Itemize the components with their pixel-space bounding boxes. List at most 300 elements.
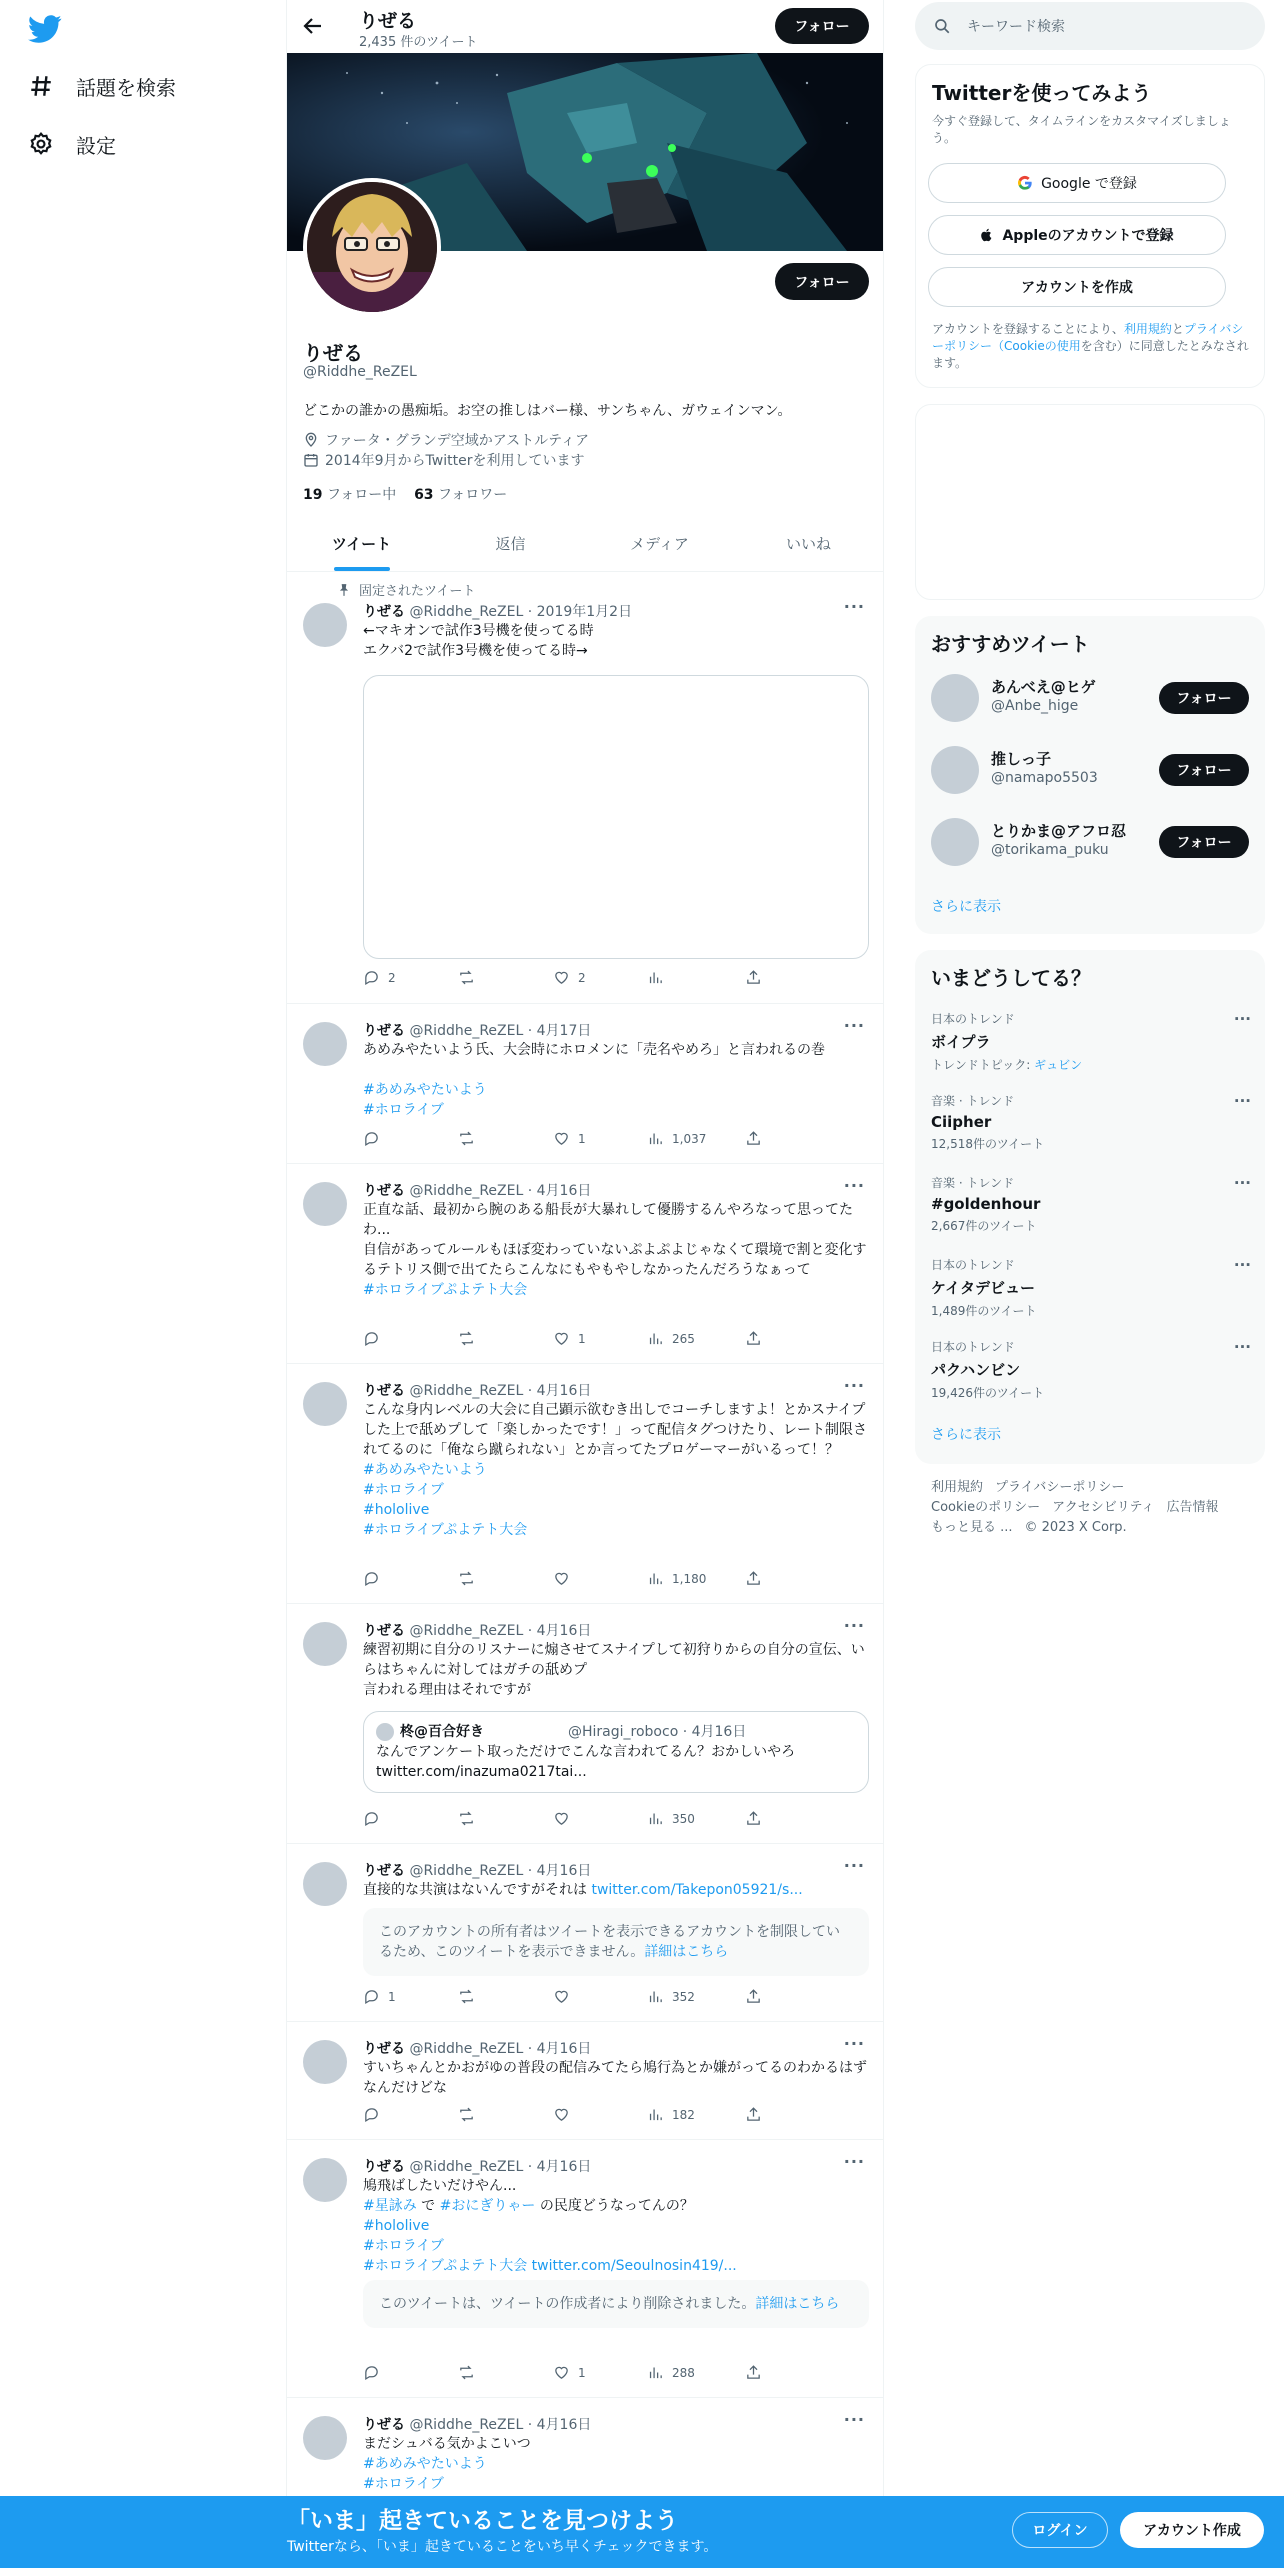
profile-bio: どこかの誰かの愚痴垢。お空の推しはバー様、サンちゃん、ガウェインマン。 — [303, 403, 792, 419]
more-options-icon[interactable]: ··· — [843, 597, 865, 616]
tweet-author-handle[interactable]: @Riddhe_ReZEL — [405, 1623, 528, 1639]
tab-media[interactable]: メディア — [630, 535, 689, 553]
tweet-avatar[interactable] — [303, 1182, 347, 1226]
recommended-tweets-card — [915, 616, 1265, 934]
tweet-text-line — [363, 1460, 871, 1480]
like-button[interactable] — [553, 2106, 570, 2123]
tweet-text-line: すいちゃんとかおがゆの普段の配信みてたら鳩行為とか嫌がってるのわかるはずなんだけどな — [363, 2060, 867, 2096]
hashtag-link[interactable]: #あめみやたいよう — [363, 2456, 487, 2472]
tweet-text — [363, 2176, 871, 2276]
trend-meta: 2,667件のツイート — [931, 1219, 1037, 1233]
tweet-date[interactable]: · 4月16日 — [527, 1183, 592, 1199]
tab-tweets[interactable]: ツイート — [287, 516, 436, 571]
tweet-date[interactable]: · 4月17日 — [527, 1023, 592, 1039]
follow-button[interactable]: フォロー — [1159, 682, 1249, 714]
tweet-author-handle[interactable]: @Riddhe_ReZEL — [405, 604, 528, 620]
footer-link[interactable]: プライバシーポリシー — [995, 1480, 1125, 1495]
google-signup-label: Google で登録 — [1041, 176, 1137, 192]
reply-icon — [363, 2364, 380, 2381]
views-icon — [647, 969, 664, 986]
hashtag-link[interactable]: #hololive — [363, 2218, 430, 2234]
trend-item[interactable] — [931, 1338, 1251, 1401]
reply-button[interactable] — [363, 969, 396, 986]
nav-settings[interactable] — [28, 124, 116, 164]
empty-widget — [915, 404, 1265, 600]
calendar-icon — [303, 452, 319, 468]
trend-item[interactable] — [931, 1256, 1251, 1319]
twitter-logo-icon[interactable] — [28, 12, 62, 46]
trend-item[interactable] — [931, 1092, 1251, 1152]
like-button[interactable] — [553, 2364, 586, 2381]
retweet-button[interactable] — [458, 969, 475, 986]
tweet-actions — [363, 1330, 793, 1350]
profile-avatar[interactable] — [303, 178, 441, 316]
cookie-link[interactable]: （Cookieの使用 — [992, 339, 1081, 353]
tweet-date[interactable]: · 4月16日 — [527, 2417, 592, 2433]
retweet-icon — [458, 1988, 475, 2005]
tweet[interactable] — [287, 1004, 883, 1164]
trend-item[interactable] — [931, 1174, 1251, 1234]
tweet-avatar[interactable] — [303, 1022, 347, 1066]
search-box[interactable] — [915, 2, 1265, 50]
share-icon — [745, 1988, 762, 2005]
reply-icon — [363, 2106, 380, 2123]
tweet-avatar[interactable] — [303, 2416, 347, 2460]
reply-icon — [363, 1330, 380, 1347]
share-button[interactable] — [745, 1810, 762, 1827]
tweet-text-line: 言われる理由はそれですが — [363, 1682, 531, 1698]
share-button[interactable] — [745, 1570, 762, 1587]
google-logo-icon — [1017, 175, 1033, 191]
tweet-author-name[interactable]: りぜる — [363, 1623, 405, 1639]
signup-card — [915, 64, 1265, 388]
like-icon — [553, 1570, 570, 1587]
retweet-button[interactable] — [458, 1810, 475, 1827]
tweet-avatar[interactable] — [303, 1862, 347, 1906]
quoted-avatar — [376, 1723, 394, 1741]
recommended-user[interactable] — [931, 814, 1249, 870]
reply-icon — [363, 1130, 380, 1147]
tweet-header — [363, 2414, 591, 2434]
follow-button[interactable]: フォロー — [1159, 826, 1249, 858]
tweet-text-line: 直接的な共演はないんですがそれは twitter.com/Takepon05921/s... — [363, 1882, 803, 1898]
views-icon — [647, 1988, 664, 2005]
tweet[interactable] — [287, 1164, 883, 1364]
banner-subtitle: Twitterなら、「いま」起きていることをいち早くチェックできます。 — [287, 2539, 718, 2555]
reply-button[interactable] — [363, 2364, 380, 2381]
recommended-user[interactable] — [931, 670, 1249, 726]
hashtag-link[interactable]: #ホロライブ — [363, 2476, 444, 2492]
recommended-more-link[interactable]: さらに表示 — [931, 899, 1001, 915]
retweet-icon — [458, 1330, 475, 1347]
signup-subtitle: 今すぐ登録して、タイムラインをカスタマイズしましょう。 — [932, 114, 1231, 145]
hashtag-link[interactable]: #hololive — [363, 1502, 430, 1518]
tweet-text-line — [363, 1520, 871, 1540]
trend-item[interactable] — [931, 1010, 1251, 1073]
tweet-author-name[interactable]: りぜる — [363, 2159, 405, 2175]
signup-button[interactable]: アカウント作成 — [1120, 2512, 1264, 2548]
tweet[interactable] — [287, 2398, 883, 2508]
more-options-icon[interactable]: ··· — [843, 2034, 865, 2053]
tweet-text-line: 正直な話、最初から腕のある船長が大暴れして優勝するんやろなって思ってたわ... — [363, 1202, 853, 1238]
nav-explore-label: 話題を検索 — [76, 75, 176, 100]
hashtag-link[interactable]: #ホロライブぷよテト大会 — [363, 1282, 528, 1298]
quoted-link[interactable]: twitter.com/inazuma0217tai... — [376, 1764, 587, 1780]
tweet-text — [363, 1880, 871, 1900]
share-button[interactable] — [745, 1130, 762, 1147]
more-options-icon[interactable]: ··· — [1233, 1338, 1251, 1356]
tweet-text-line — [363, 1100, 871, 1120]
user-handle: @torikama_puku — [991, 842, 1109, 858]
left-nav — [0, 0, 286, 2568]
retweet-button[interactable] — [458, 2364, 475, 2381]
copyright: © 2023 X Corp. — [1024, 1520, 1127, 1535]
tweet-text-line: エクバ2で試作3号機を使ってる時→ — [363, 643, 588, 659]
footer-link[interactable]: 利用規約 — [931, 1480, 984, 1495]
tweet[interactable] — [287, 572, 883, 1004]
tweet-date[interactable]: · 4月16日 — [527, 1383, 592, 1399]
learn-more-link[interactable]: 詳細はこちら — [755, 2296, 840, 2312]
more-options-icon[interactable]: ··· — [843, 2152, 865, 2171]
reply-button[interactable] — [363, 1810, 380, 1827]
profile-column — [286, 0, 884, 2568]
reply-icon — [363, 969, 380, 986]
tweet-author-name[interactable]: りぜる — [363, 2417, 405, 2433]
reply-button[interactable] — [363, 1988, 396, 2005]
like-button[interactable] — [553, 1810, 570, 1827]
trend-category: 日本のトレンド — [931, 1012, 1015, 1026]
tweet-author-handle[interactable]: @Riddhe_ReZEL — [405, 1183, 528, 1199]
tab-replies[interactable]: 返信 — [495, 535, 526, 553]
trends-title: いまどうしてる？ — [931, 966, 1091, 990]
apple-logo-icon — [980, 227, 994, 243]
quoted-author-handle: @Hiragi_roboco · 4月16日 — [484, 1724, 747, 1740]
share-icon — [745, 1330, 762, 1347]
tweet-text-line: こんな身内レベルの大会に自己顕示欲むき出しでコーチしますよ！とかスナイプした上で舐めプして「楽しかったです！」って配信タグつけたり、レート制限されてるのに「俺なら蹴られない」とか言ってたプロゲーマーがいるって！？ — [363, 1402, 867, 1458]
views-button[interactable] — [647, 969, 664, 986]
trends-card — [915, 950, 1265, 1464]
nav-explore[interactable] — [28, 66, 176, 106]
like-icon — [553, 969, 570, 986]
header-profile-name: りぜる — [359, 10, 417, 32]
tweet-text-line — [363, 1080, 871, 1100]
tweet-author-handle[interactable]: @Riddhe_ReZEL — [405, 1023, 528, 1039]
share-icon — [745, 1130, 762, 1147]
hashtag-link[interactable]: #あめみやたいよう — [363, 1082, 487, 1098]
more-options-icon[interactable]: ··· — [843, 2410, 865, 2429]
like-button[interactable] — [553, 1988, 570, 2005]
profile-location-text: ファータ・グランデ空域かアストルティア — [325, 433, 590, 449]
reply-button[interactable] — [363, 1330, 380, 1347]
login-button[interactable]: ログイン — [1012, 2512, 1108, 2548]
tweet-author-name[interactable]: りぜる — [363, 1383, 405, 1399]
retweet-icon — [458, 1130, 475, 1147]
retweet-icon — [458, 969, 475, 986]
views-icon — [647, 1570, 664, 1587]
tweet[interactable] — [287, 1844, 883, 2022]
views-button[interactable] — [647, 1570, 706, 1587]
views-button[interactable] — [647, 2364, 695, 2381]
more-options-icon[interactable]: ··· — [843, 1016, 865, 1035]
user-handle: @Anbe_hige — [991, 698, 1079, 714]
reply-button[interactable] — [363, 1130, 380, 1147]
nav-settings-label: 設定 — [76, 133, 116, 158]
profile-follow-stats — [303, 484, 507, 504]
user-name: 推しっ子 — [991, 750, 1052, 768]
views-icon — [647, 1330, 664, 1347]
tweet[interactable] — [287, 1604, 883, 1844]
retweet-icon — [458, 1810, 475, 1827]
footer-link[interactable]: Cookieのポリシー — [931, 1500, 1041, 1515]
tweet-author-handle[interactable]: @Riddhe_ReZEL — [405, 2159, 528, 2175]
tweet-header — [363, 2038, 591, 2058]
like-icon — [553, 1330, 570, 1347]
views-count: 182 — [672, 2107, 695, 2122]
more-options-icon[interactable]: ··· — [1233, 1010, 1251, 1028]
like-count: 2 — [578, 970, 586, 985]
views-count: 1,037 — [672, 1131, 707, 1146]
retweet-icon — [458, 1570, 475, 1587]
share-icon — [745, 2106, 762, 2123]
tweet-actions — [363, 1810, 793, 1830]
trend-title: パクハンビン — [931, 1361, 1021, 1379]
unavailable-tweet-notice: このツイートは、ツイートの作成者により削除されました。詳細はこちら — [363, 2280, 869, 2328]
tweet-avatar[interactable] — [303, 1622, 347, 1666]
retweet-icon — [458, 2364, 475, 2381]
more-options-icon[interactable]: ··· — [843, 1616, 865, 1635]
tweet-text — [363, 2058, 871, 2098]
quoted-tweet-header — [376, 1722, 856, 1742]
tweet-author-name[interactable]: りぜる — [363, 604, 405, 620]
apple-signup-label: Appleのアカウントで登録 — [1002, 228, 1174, 244]
hashtag-link[interactable]: #ホロライブ — [363, 2238, 444, 2254]
tweet-date[interactable]: · 4月16日 — [527, 2041, 592, 2057]
like-button[interactable] — [553, 1130, 586, 1147]
tweet-text-line — [363, 2236, 871, 2256]
privacy-link[interactable]: プライバシーポリシー — [932, 322, 1244, 353]
tweet-text — [363, 1200, 871, 1300]
reply-count: 2 — [388, 970, 396, 985]
views-button[interactable] — [647, 1810, 695, 1827]
terms-link[interactable]: 利用規約 — [1123, 322, 1172, 336]
like-icon — [553, 2364, 570, 2381]
hashtag-link[interactable]: #おにぎりゃー — [439, 2198, 536, 2214]
like-button[interactable] — [553, 1330, 586, 1347]
more-options-icon[interactable]: ··· — [843, 1376, 865, 1395]
tweet-author-handle[interactable]: @Riddhe_ReZEL — [405, 1383, 528, 1399]
following-link[interactable]: 19 フォロー中 — [303, 487, 397, 503]
more-options-icon[interactable]: ··· — [1233, 1092, 1251, 1110]
views-icon — [647, 2106, 664, 2123]
views-count: 352 — [672, 1989, 695, 2004]
search-input[interactable]: キーワード検索 — [967, 19, 1065, 35]
user-avatar[interactable] — [931, 674, 979, 722]
hashtag-link[interactable]: #あめみやたいよう — [363, 1462, 487, 1478]
recommended-title: おすすめツイート — [931, 632, 1090, 656]
hashtag-link[interactable]: #ホロライブぷよテト大会 — [363, 2258, 528, 2274]
tweet-text-line — [363, 2454, 871, 2474]
share-button[interactable] — [745, 2106, 762, 2123]
tweet-media[interactable] — [363, 675, 869, 959]
like-button[interactable] — [553, 969, 586, 986]
tweet-author-handle[interactable]: @Riddhe_ReZEL — [405, 2417, 528, 2433]
more-options-icon[interactable]: ··· — [843, 1856, 865, 1875]
tweet-date[interactable]: · 4月16日 — [527, 1863, 592, 1879]
header-follow-button[interactable]: フォロー — [775, 8, 869, 44]
tweet-text-line: 練習初期に自分のリスナーに煽させてスナイプして初狩りからの自分の宣伝、いらはちゃんに対してはガチの舐めプ — [363, 1642, 865, 1678]
search-icon — [933, 17, 951, 35]
google-signup-button[interactable] — [928, 163, 1226, 203]
tweet-text — [363, 1640, 871, 1700]
follow-button[interactable]: フォロー — [1159, 754, 1249, 786]
trend-title: Ciipher — [931, 1113, 992, 1131]
tweet-text — [363, 621, 871, 661]
user-avatar[interactable] — [931, 746, 979, 794]
reply-button[interactable] — [363, 2106, 380, 2123]
signup-terms: アカウントを登録することにより、利用規約とプライバシーポリシー（Cookieの使用を含む）に同意したとみなされます。 — [932, 322, 1249, 370]
trend-category: 日本のトレンド — [931, 1258, 1015, 1272]
reply-button[interactable] — [363, 1570, 380, 1587]
views-button[interactable] — [647, 1130, 706, 1147]
footer-link[interactable]: アクセシビリティ — [1052, 1500, 1155, 1515]
tweet-avatar[interactable] — [303, 603, 347, 647]
profile-tabs — [287, 516, 883, 572]
tweet-text-line — [363, 1500, 871, 1520]
hashtag-link[interactable]: #ホロライブ — [363, 1102, 444, 1118]
trends-more-link[interactable]: さらに表示 — [931, 1427, 1001, 1443]
like-icon — [553, 2106, 570, 2123]
tweet-avatar[interactable] — [303, 2158, 347, 2202]
like-button[interactable] — [553, 1570, 570, 1587]
unavailable-tweet-notice: このアカウントの所有者はツイートを表示できるアカウントを制限しているため、このツイートを表示できません。詳細はこちら — [363, 1908, 869, 1976]
trend-meta: トレンドトピック: ギュビン — [931, 1058, 1083, 1072]
recommended-user[interactable] — [931, 742, 1249, 798]
profile-follow-button[interactable]: フォロー — [775, 263, 869, 300]
share-button[interactable] — [745, 2364, 762, 2381]
tweet[interactable] — [287, 2022, 883, 2140]
tweet-author-name[interactable]: りぜる — [363, 1863, 405, 1879]
views-count: 265 — [672, 1331, 695, 1346]
tweet-date[interactable]: · 4月16日 — [527, 2159, 592, 2175]
share-button[interactable] — [745, 1988, 762, 2005]
reply-icon — [363, 1810, 380, 1827]
like-count: 1 — [578, 2365, 586, 2380]
footer-more-link[interactable]: もっと見る ... — [931, 1520, 1013, 1535]
views-count: 288 — [672, 2365, 695, 2380]
tweet-text-line: あめみやたいよう氏、大会時にホロメンに「売名やめろ」と言われるの巻 — [363, 1042, 825, 1058]
share-icon — [745, 1810, 762, 1827]
like-icon — [553, 1130, 570, 1147]
share-button[interactable] — [745, 969, 762, 986]
create-account-button[interactable]: アカウントを作成 — [928, 267, 1226, 307]
retweet-button[interactable] — [458, 1330, 475, 1347]
tweet-date[interactable]: · 4月16日 — [527, 1623, 592, 1639]
tweet-author-name[interactable]: りぜる — [363, 1183, 405, 1199]
learn-more-link[interactable]: 詳細はこちら — [644, 1944, 729, 1960]
like-icon — [553, 1988, 570, 2005]
tweet-avatar[interactable] — [303, 2040, 347, 2084]
hashtag-link[interactable]: #星詠み — [363, 2198, 417, 2214]
user-name: とりかま@アフロ忍 — [991, 822, 1127, 840]
tweet-header — [363, 1860, 591, 1880]
tweet-header — [363, 2156, 591, 2176]
hashtag-link[interactable]: #ホロライブ — [363, 1482, 444, 1498]
trend-category: 日本のトレンド — [931, 1340, 1015, 1354]
hashtag-icon — [28, 73, 54, 99]
like-icon — [553, 1810, 570, 1827]
retweet-button[interactable] — [458, 1130, 475, 1147]
trend-category: 音楽 · トレンド — [931, 1176, 1015, 1190]
back-arrow-icon[interactable] — [301, 14, 325, 38]
tweet-text-line — [363, 2256, 871, 2276]
tweet-author-handle[interactable]: @Riddhe_ReZEL — [405, 1863, 528, 1879]
tweet-link[interactable]: twitter.com/Takepon05921/s... — [591, 1882, 803, 1898]
tweet[interactable] — [287, 1364, 883, 1604]
user-name: あんべえ@ヒゲ — [991, 678, 1096, 696]
tweet-text — [363, 2434, 871, 2494]
tweet-date[interactable]: · 2019年1月2日 — [527, 604, 633, 620]
user-avatar[interactable] — [931, 818, 979, 866]
banner-title: 「いま」起きていることを見つけよう — [287, 2508, 678, 2534]
header-tweet-count: 2,435 件のツイート — [359, 35, 478, 50]
tweet-text — [363, 1040, 871, 1120]
user-handle: @namapo5503 — [991, 770, 1098, 786]
tweet-author-handle[interactable]: @Riddhe_ReZEL — [405, 2041, 528, 2057]
retweet-button[interactable] — [458, 1988, 475, 2005]
trend-category: 音楽 · トレンド — [931, 1094, 1015, 1108]
tweet-text — [363, 1400, 871, 1540]
quoted-text: なんでアンケート取っただけでこんな言われてるん？おかしいやろ — [376, 1744, 796, 1760]
trend-meta: 12,518件のツイート — [931, 1137, 1045, 1151]
views-button[interactable] — [647, 2106, 695, 2123]
retweet-button[interactable] — [458, 2106, 475, 2123]
tweet-actions — [363, 1988, 793, 2008]
tweet-text-line: 自信があってルールもほぼ変わっていないぷよぷよじゃなくて環境で割と変化するテトリス側で出てたらこんなにもやもやしなかったんだろうなぁって — [363, 1242, 867, 1278]
reply-count: 1 — [388, 1989, 396, 2004]
tweet-text-line: 鳩飛ばしたいだけやん... — [363, 2178, 517, 2194]
tweet[interactable] — [287, 2140, 883, 2398]
views-button[interactable] — [647, 1988, 695, 2005]
views-icon — [647, 1130, 664, 1147]
share-icon — [745, 1570, 762, 1587]
more-options-icon[interactable]: ··· — [843, 1176, 865, 1195]
views-count: 350 — [672, 1811, 695, 1826]
more-options-icon[interactable]: ··· — [1233, 1174, 1251, 1192]
tweet-author-name[interactable]: りぜる — [363, 1023, 405, 1039]
followers-link[interactable]: 63 フォロワー — [414, 487, 508, 503]
apple-signup-button[interactable] — [928, 215, 1226, 255]
tweet-avatar[interactable] — [303, 1382, 347, 1426]
profile-joined — [303, 450, 584, 470]
tweet-actions — [363, 969, 793, 989]
trend-topic-link[interactable]: ギュビン — [1034, 1058, 1083, 1072]
trend-title: #goldenhour — [931, 1195, 1041, 1213]
profile-header-bar — [287, 0, 883, 53]
tweet-author-name[interactable]: りぜる — [363, 2041, 405, 2057]
profile-joined-text: 2014年9月からTwitterを利用しています — [325, 453, 585, 469]
quoted-tweet[interactable] — [363, 1711, 869, 1793]
tweet-text-line — [363, 2216, 871, 2236]
tab-likes[interactable]: いいね — [785, 535, 831, 553]
footer-link[interactable]: 広告情報 — [1166, 1500, 1219, 1515]
share-button[interactable] — [745, 1330, 762, 1347]
sidebar-footer — [931, 1478, 1251, 1538]
views-button[interactable] — [647, 1330, 695, 1347]
retweet-button[interactable] — [458, 1570, 475, 1587]
hashtag-link[interactable]: #ホロライブぷよテト大会 — [363, 1522, 528, 1538]
tweet-link[interactable]: twitter.com/Seoulnosin419/... — [531, 2258, 737, 2274]
more-options-icon[interactable]: ··· — [1233, 1256, 1251, 1274]
